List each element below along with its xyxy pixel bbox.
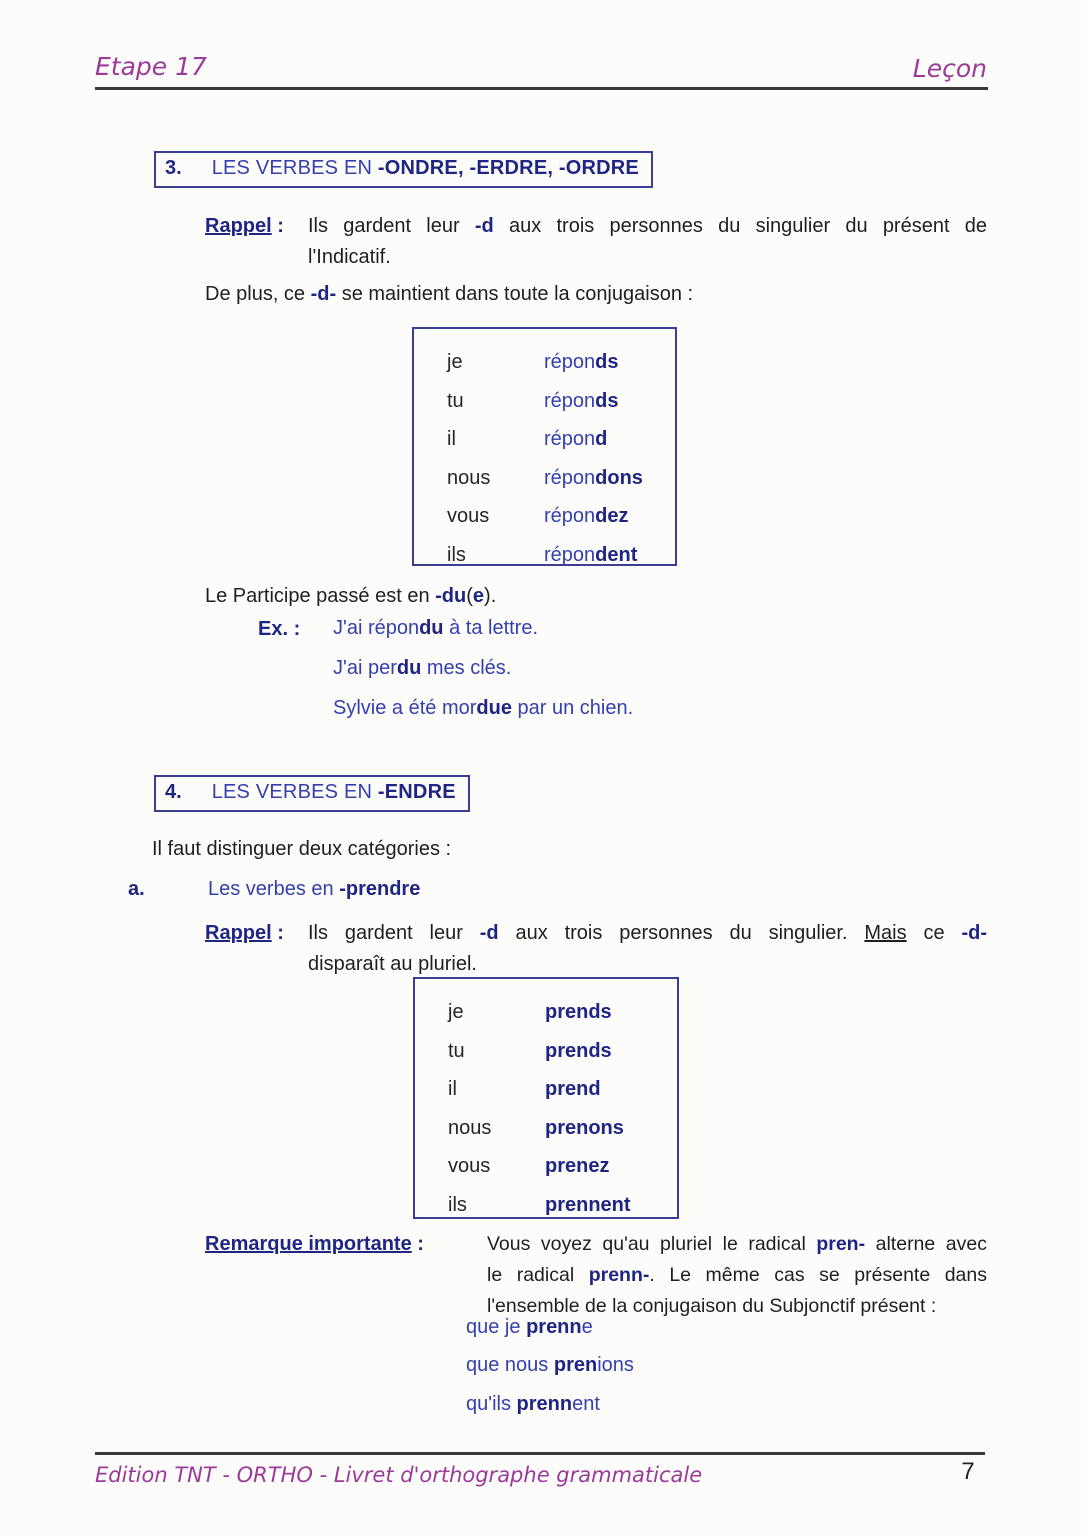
text-segment: prenn- — [588, 1264, 650, 1286]
text-segment: J'ai répon — [333, 617, 420, 639]
text-segment: LES VERBES EN — [211, 781, 378, 803]
text-segment: prend — [545, 1078, 601, 1101]
text-segment: prenez — [545, 1155, 610, 1178]
pronoun: tu — [447, 389, 464, 412]
text-segment: -du — [435, 585, 467, 607]
verb-form — [544, 459, 675, 498]
pronoun: ils — [447, 543, 466, 566]
verb-form — [545, 1109, 677, 1148]
subjunctive-line — [466, 1393, 600, 1416]
table-row — [447, 459, 675, 498]
table-row — [447, 382, 675, 421]
table-row — [448, 1109, 677, 1148]
pronoun: il — [447, 428, 456, 451]
text-segment: . Le même cas se présente dans — [649, 1264, 987, 1286]
verb-form — [544, 497, 675, 536]
text-segment: Ils gardent leur — [308, 922, 480, 944]
text-line — [308, 918, 987, 949]
participle-note — [205, 585, 496, 608]
text-segment: ds — [595, 351, 619, 373]
rappel-label — [205, 918, 308, 949]
conjugation-table-repondre — [412, 327, 677, 566]
text-segment: dons — [595, 466, 643, 489]
text-segment: prenn — [526, 1316, 582, 1338]
section4-title — [212, 781, 456, 804]
text-segment: que nous — [466, 1354, 554, 1376]
text-segment: l'ensemble de la conjugaison du Subjonctif présent : — [487, 1295, 937, 1317]
text-segment: dez — [595, 505, 629, 528]
page-number: 7 — [961, 1458, 975, 1485]
text-segment: l'Indicatif. — [308, 246, 391, 268]
text-segment: répon — [544, 466, 596, 489]
text-segment: pren- — [816, 1233, 866, 1255]
text-line — [487, 1229, 987, 1260]
text-segment: Mais — [864, 922, 907, 944]
text-segment: e — [472, 585, 485, 607]
text-line — [308, 242, 987, 273]
text-segment: -prendre — [339, 878, 421, 900]
table-row — [448, 1032, 677, 1071]
text-segment: prennent — [545, 1193, 631, 1216]
table-row — [447, 497, 675, 536]
section3-title-box — [154, 151, 653, 188]
text-segment: d — [595, 428, 608, 451]
subjunctive-line — [466, 1354, 634, 1377]
text-segment: disparaît au pluriel. — [308, 953, 477, 975]
example-label: Ex. : — [258, 618, 301, 640]
table-row — [448, 1186, 677, 1225]
header-lecon: Leçon — [912, 54, 987, 83]
text-segment: dent — [595, 543, 638, 566]
text-segment: J'ai per — [333, 657, 397, 679]
text-segment: Rappel — [205, 215, 272, 237]
text-segment: : — [411, 1233, 424, 1255]
text-segment: ( — [466, 585, 473, 607]
verb-form — [545, 1186, 677, 1225]
text-line — [308, 211, 987, 242]
text-segment: -d- — [310, 283, 337, 305]
section4-intro: Il faut distinguer deux catégories : — [152, 838, 452, 860]
text-segment: à ta lettre. — [443, 617, 539, 639]
text-segment: ds — [595, 389, 619, 412]
example-sentence — [333, 698, 633, 719]
footer-credit: Edition TNT - ORTHO - Livret d'orthographe grammaticale — [95, 1463, 703, 1487]
text-segment: -d — [479, 922, 499, 944]
text-segment: répon — [544, 389, 596, 412]
text-segment: pren — [553, 1354, 598, 1376]
text-segment: le radical — [487, 1264, 589, 1286]
text-segment: alterne avec — [865, 1233, 987, 1255]
example-sentence — [333, 618, 633, 639]
text-segment: qu'ils — [466, 1393, 517, 1415]
text-segment: du — [419, 617, 444, 639]
text-segment: prenons — [545, 1116, 624, 1139]
pronoun: ils — [448, 1193, 467, 1216]
section3-number: 3. — [165, 157, 182, 179]
text-segment: répon — [544, 505, 596, 528]
text-segment: ). — [484, 585, 497, 607]
pronoun: nous — [448, 1116, 492, 1139]
pronoun: vous — [448, 1155, 491, 1178]
text-segment: Remarque importante — [205, 1233, 412, 1255]
verb-form — [544, 382, 675, 421]
table-row — [448, 1070, 677, 1109]
verb-form — [544, 536, 675, 575]
pronoun: vous — [447, 505, 490, 528]
sub-a-label: a. — [128, 878, 145, 900]
pronoun: je — [448, 1001, 464, 1023]
header-etape: Etape 17 — [95, 52, 207, 81]
conjugation-table-prendre — [413, 977, 679, 1219]
pronoun: il — [448, 1078, 457, 1101]
section3-rappel — [205, 211, 987, 273]
text-segment: prends — [545, 1039, 612, 1062]
table-row — [447, 420, 675, 459]
text-segment: De plus, ce — [205, 283, 311, 305]
text-segment: aux trois personnes du singulier. — [498, 922, 865, 944]
text-segment: -ENDRE — [377, 781, 456, 803]
subjunctive-line — [466, 1316, 593, 1339]
text-segment: -ONDRE, -ERDRE, -ORDRE — [377, 157, 639, 179]
rappel-text — [308, 211, 987, 273]
text-segment: Vous voyez qu'au pluriel le radical — [487, 1233, 817, 1255]
text-segment: : — [271, 922, 284, 944]
sub-a-title — [208, 878, 420, 901]
pronoun: tu — [448, 1039, 465, 1062]
section4-number: 4. — [165, 781, 182, 803]
text-segment: Le Participe passé est en — [205, 585, 436, 607]
header-rule — [95, 87, 988, 90]
text-segment: Les verbes en — [208, 878, 340, 900]
section4-title-box — [154, 775, 470, 812]
text-segment: Ils gardent leur — [308, 215, 475, 237]
rappel-label — [205, 211, 308, 242]
example-list — [333, 618, 633, 738]
text-segment: ions — [597, 1354, 634, 1376]
text-segment: LES VERBES EN — [211, 157, 378, 179]
text-segment: répon — [544, 351, 596, 373]
text-line — [487, 1260, 987, 1291]
section3-intro — [205, 283, 693, 306]
table-row — [447, 343, 675, 382]
text-segment: répon — [544, 428, 596, 451]
text-segment: ce — [906, 922, 962, 944]
section4-rappel — [205, 918, 987, 980]
text-segment: du — [396, 657, 422, 679]
pronoun: je — [447, 351, 463, 373]
verb-form — [544, 420, 675, 459]
text-segment: répon — [544, 543, 596, 566]
verb-form — [544, 343, 675, 382]
verb-form — [545, 1032, 677, 1071]
text-segment: prends — [545, 1001, 612, 1023]
text-segment: Sylvie a été mor — [333, 697, 477, 719]
remark-label — [205, 1229, 487, 1260]
text-segment: : — [271, 215, 284, 237]
rappel-text — [308, 918, 987, 980]
verb-form — [545, 1070, 677, 1109]
example-sentence — [333, 658, 633, 679]
text-segment: -d- — [961, 922, 987, 944]
verb-form — [545, 993, 677, 1032]
verb-form — [545, 1147, 677, 1186]
text-segment: que je — [466, 1316, 527, 1338]
footer-rule — [95, 1452, 985, 1455]
text-segment: Rappel — [205, 922, 272, 944]
text-segment: due — [476, 697, 512, 719]
text-segment: se maintient dans toute la conjugaison : — [336, 283, 694, 305]
remark — [205, 1229, 992, 1322]
text-segment: ent — [572, 1393, 600, 1415]
table-row — [447, 536, 675, 575]
text-segment: mes clés. — [421, 657, 512, 679]
text-segment: prenn — [516, 1393, 573, 1415]
remark-text — [487, 1229, 987, 1322]
table-row — [448, 1147, 677, 1186]
section3-title — [212, 157, 639, 180]
text-segment: -d — [474, 215, 494, 237]
text-segment: e — [581, 1316, 593, 1338]
pronoun: nous — [447, 466, 491, 489]
text-segment: par un chien. — [511, 697, 634, 719]
text-segment: aux trois personnes du singulier du présent de — [493, 215, 988, 237]
table-row — [448, 993, 677, 1032]
text-line — [308, 949, 987, 980]
